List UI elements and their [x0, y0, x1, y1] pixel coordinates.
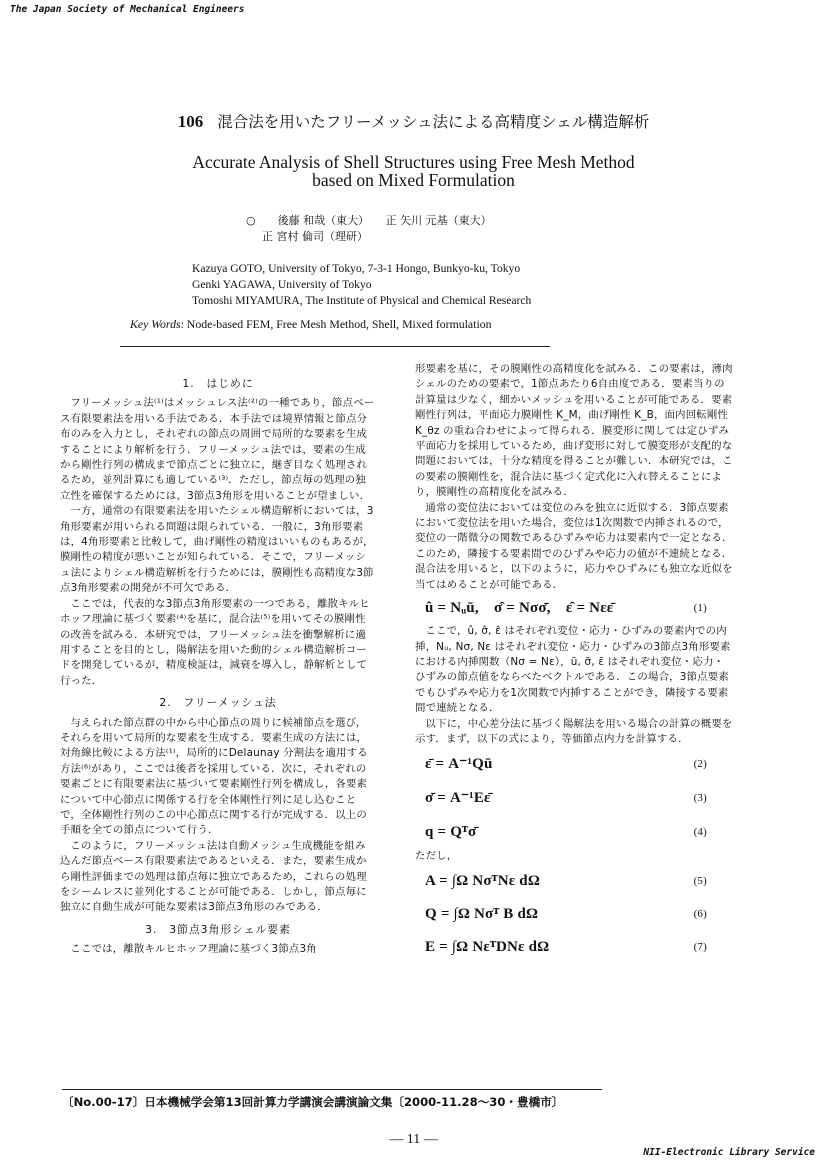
- left-paragraph-1: フリーメッシュ法⁽¹⁾はメッシュレス法⁽²⁾の一種であり，節点ベース有限要素法を用いる手法である．本手法では境界情報と節点分布のみを入力とし，それぞれの節点の周囲で局所的な要素を生成することにより解析を行う．フリーメッシュ法では，要素の生成から剛性行列の構成まで節点ごとに独立に，継ぎ目なく処理されるため，並列計算にも適している⁽³⁾．ただし，節点毎の処理の独立性を確保するためには，3節点3角形を用いることが望ましい．: [60, 397, 375, 502]
- section-2-heading: 2. フリーメッシュ法: [159, 696, 277, 710]
- title-jp-text: 混合法を用いたフリーメッシュ法による高精度シェル構造解析: [217, 113, 650, 131]
- title-divider: [120, 346, 550, 347]
- equation-1-body: û = Nᵤū, σ̂ = Nσσ̄, ε̂ = Nεε̄: [425, 599, 614, 616]
- paper-title-jp: [0, 110, 827, 132]
- equation-5-body: A = ∫Ω NσᵀNε dΩ: [425, 872, 541, 889]
- left-paragraph-5: このように，フリーメッシュ法は自動メッシュ生成機能を組み込んだ節点ベース有限要素法であるといえる．また，要素生成から剛性評価までの処理は節点毎に独立であるため，これらの処理をシームレスに並列化することが可能である．しかし，節点毎に独立に自動生成が可能な要素は3節点3角形のみである．: [60, 839, 367, 914]
- equation-4-number: (4): [693, 825, 707, 838]
- equation-2-number: (2): [693, 757, 707, 770]
- keywords: [130, 317, 492, 332]
- keywords-label: Key Words: [130, 317, 181, 331]
- equation-1-number: (1): [693, 601, 707, 614]
- equation-3-body: σ̄ = A⁻¹Eε̄: [425, 789, 491, 806]
- equation-3-number: (3): [693, 791, 707, 804]
- left-paragraph-4: 与えられた節点群の中から中心節点の周りに候補節点を選び，それらを用いて局所的な要素を生成する．要素生成の方法には，対角線比較による方法⁽¹⁾，局所的にDelaunay 分割法を適用する方法⁽⁶⁾があり，ここでは後者を採用している．次に，それぞれの要素ごとに有限要素法に基づいて要素剛性行列を構成し，各要素について中心節点に関係する行を全体剛性行列に足し込むことで，全体剛性行列のこの中心節点に関する行が完成する．以上の手順を全ての節点について行う．: [60, 716, 368, 837]
- authors-jp-line1: ○ 後藤 和哉（東大） 正 矢川 元基（東大）: [246, 214, 492, 227]
- right-paragraph-3: ここで，û, σ̂, ε̂ はそれぞれ変位・応力・ひずみの要素内での内挿，Nᵤ, Nσ, Nε はそれぞれ変位・応力・ひずみの3節点3角形要素における内挿関数（Nσ = Nε），ū, σ̄, ε̄ はそれぞれ変位・応力・ひずみの節点値をならべたベクトルである．この場合，3節点要素でもひずみや応力を1次関数で内挿することができ，隣接する要素間で連続となる．: [415, 625, 731, 715]
- page-number: — 11 —: [389, 1132, 438, 1147]
- equation-7: [415, 931, 733, 964]
- author-en-3: Tomoshi MIYAMURA, The Institute of Physical and Chemical Research: [192, 294, 532, 307]
- conference-footer: 〔No.00-17〕日本機械学会第13回計算力学講演会講演論文集〔2000-11.28〜30・豊橋市〕: [62, 1095, 564, 1109]
- equation-6-body: Q = ∫Ω Nσᵀ B dΩ: [425, 905, 539, 922]
- equation-3: [415, 781, 733, 815]
- left-column: [60, 370, 376, 958]
- left-paragraph-2: 一方，通常の有限要素法を用いたシェル構造解析においては，3角形要素が用いられる問題は限られている．一般に，3角形要素は，4角形要素と比較して，曲げ剛性の精度はいいものもあるが，膜剛性の精度が悪いことが知られている．そこで，フリーメッシュ法によりシェル構造解析を行うためには，膜剛性も高精度な3節点3角形要素の開発が不可欠である．: [60, 505, 374, 595]
- author-en-1: Kazuya GOTO, University of Tokyo, 7-3-1 Hongo, Bunkyo-ku, Tokyo: [192, 262, 521, 275]
- paper-number: 106: [177, 112, 204, 131]
- section-1-heading: 1. はじめに: [182, 377, 254, 390]
- equation-7-number: (7): [693, 940, 707, 953]
- tadashi-text: ただし，: [415, 850, 458, 863]
- equation-4-body: q = Qᵀσ̄: [425, 823, 477, 840]
- left-paragraph-6: ここでは，離散キルヒホッフ理論に基づく3節点3角: [70, 943, 317, 956]
- left-paragraph-3: ここでは，代表的な3節点3角形要素の一つである，離散キルヒホッフ理論に基づく要素⁽⁴⁾を基に，混合法⁽⁵⁾を用いてその膜剛性の改善を試みる．本研究では，フリーメッシュ法を衝撃解析に適用することを目的とし，陽解法を用いた動的シェル構造解析コードを開発しているが，精度検証は，減衰を導入し，静解析として行った．: [60, 597, 370, 687]
- equation-6-number: (6): [693, 907, 707, 920]
- right-column: [415, 362, 733, 964]
- equation-1: [415, 593, 733, 624]
- equation-6: [415, 898, 733, 931]
- author-en-2: Genki YAGAWA, University of Tokyo: [192, 278, 372, 291]
- right-paragraph-1: 形要素を基に，その膜剛性の高精度化を試みる．この要素は，薄肉シェルのための要素で，1節点あたり6自由度である．要素当りの計算量は少なく，細かいメッシュを用いることが可能である．要素剛性行列は，平面応力膜剛性 K_M，曲げ剛性 K_B，面内回転剛性 K_θz の重ね合わせによって得られる．膜変形に関しては定ひずみ平面応力を採用しているため，曲げ変形に対して膜変形が支配的な問題においては，十分な精度を得ることが難しい．本研究では，この要素の膜剛性を，混合法に基づく定式化に入れ替えることにより，膜剛性の高精度化を試みる．: [415, 363, 733, 499]
- section-3-heading: 3. 3節点3角形シェル要素: [145, 922, 291, 936]
- paper-title-en-2: based on Mixed Formulation: [312, 170, 515, 190]
- equation-5-number: (5): [693, 874, 707, 887]
- paper-title-en-1: Accurate Analysis of Shell Structures using Free Mesh Method: [192, 152, 635, 172]
- equation-4: [415, 815, 733, 849]
- right-paragraph-2: 通常の変位法においては変位のみを独立に近似する．3節点要素において変位法を用いた場合，変位は1次関数で内挿されるので，変位の一階微分の関数であるひずみや応力は要素内で一定となる．このため，隣接する要素間でのひずみや応力の値が不連続となる．混合法を用いると，以下のように，応力やひずみにも独立な近似を当てはめることが可能である．: [415, 501, 733, 591]
- authors-en: [192, 261, 531, 309]
- authors-jp-line2: 正 宮村 倫司（理研）: [262, 230, 368, 243]
- right-paragraph-4: 以下に，中心差分法に基づく陽解法を用いる場合の計算の概要を示す．まず，以下の式により，等価節点内力を計算する．: [415, 717, 733, 745]
- nii-footer: NII-Electronic Library Service: [643, 1147, 815, 1158]
- equation-5: [415, 865, 733, 898]
- equation-7-body: E = ∫Ω NεᵀDNε dΩ: [425, 938, 550, 955]
- keywords-text: : Node-based FEM, Free Mesh Method, Shell, Mixed formulation: [180, 317, 492, 331]
- society-header: The Japan Society of Mechanical Engineers: [10, 4, 245, 15]
- equation-2: [415, 747, 733, 781]
- footer-divider: [62, 1089, 602, 1090]
- equation-2-body: ε̄ = A⁻¹Qū: [425, 755, 493, 772]
